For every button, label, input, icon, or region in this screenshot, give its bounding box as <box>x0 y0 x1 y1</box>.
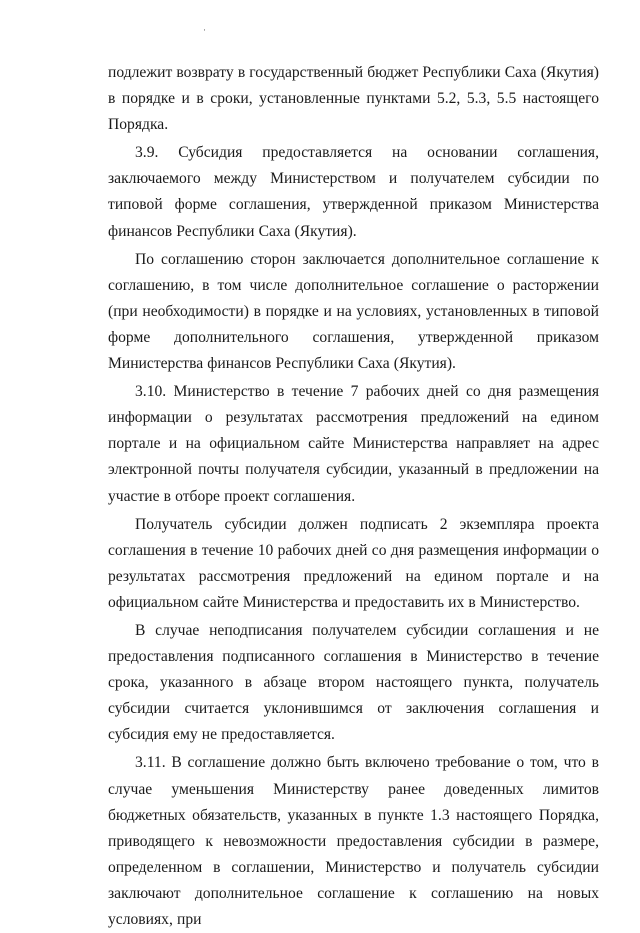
paragraph-3-11: 3.11. В соглашение должно быть включено требование о том, что в случае уменьшения Министерству ранее доведенных лимитов бюджетных обязательств, указанных в пункте 1.3 настоящего Порядка, приводящего к невозможности предоставления субсидии в размере, определенном в соглашении, Министерство и получатель субсидии заключают дополнительное соглашение к соглашению на новых условиях, при <box>108 754 599 928</box>
paragraph-continuation: подлежит возврату в государственный бюджет Республики Саха (Якутия) в порядке и в сроки, установленные пунктами 5.2, 5.3, 5.5 настоящего Порядка. <box>108 64 599 134</box>
page-top-mark: · <box>203 25 206 35</box>
paragraph-additional-agreement: По соглашению сторон заключается дополнительное соглашение к соглашению, в том числе дополнительное соглашение о расторжении (при необходимости) в порядке и на условиях, установленных в типовой форме дополнительного соглашения, утвержденной приказом Министерства финансов Республики Саха (Якутия). <box>108 250 599 373</box>
paragraph-non-signing: В случае неподписания получателем субсидии соглашения и не предоставления подписанного соглашения в Министерство в течение срока, указанного в абзаце втором настоящего пункта, получатель субсидии считается уклонившимся от заключения соглашения и субсидия ему не предоставляется. <box>108 621 599 744</box>
paragraph-3-10: 3.10. Министерство в течение 7 рабочих дней со дня размещения информации о результатах рассмотрения предложений на едином портале и на официальном сайте Министерства направляет на адрес электронной почты получателя субсидии, указанный в предложении на участие в отборе проект соглашения. <box>108 383 599 505</box>
paragraph-3-9: 3.9. Субсидия предоставляется на основании соглашения, заключаемого между Министерством и получателем субсидии по типовой форме соглашения, утвержденной приказом Министерства финансов Республики Саха (Якутия). <box>108 144 599 240</box>
paragraph-signing: Получатель субсидии должен подписать 2 экземпляра проекта соглашения в течение 10 рабочих дней со дня размещения информации о результатах рассмотрения предложений на едином портале и на официальном сайте Министерства и предоставить их в Министерство. <box>108 515 599 611</box>
document-body <box>108 60 599 933</box>
